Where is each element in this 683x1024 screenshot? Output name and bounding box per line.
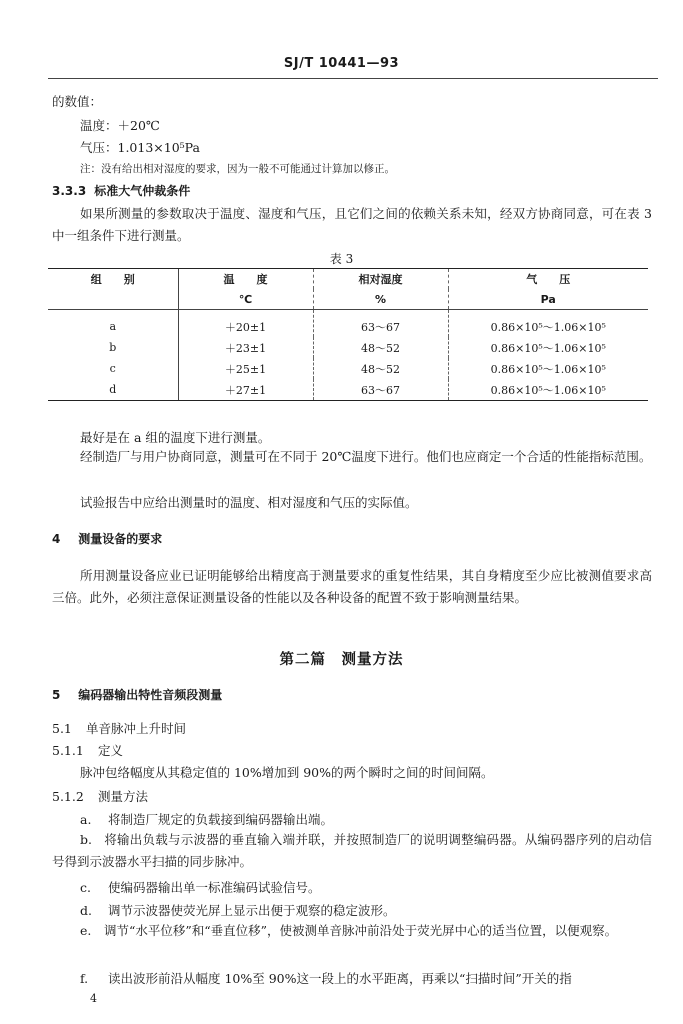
values-intro: 的数值：: [52, 94, 103, 109]
step-mark: a.: [80, 812, 92, 827]
cell-pressure: 0.86×10⁵～1.06×10⁵: [448, 358, 648, 379]
list-item: [80, 810, 333, 828]
unit-pressure: Pa: [448, 289, 648, 310]
after-table-paragraph-1: 最好是在 a 组的温度下进行测量。: [80, 430, 271, 445]
section-5-1-2-heading: [52, 787, 148, 805]
cell-temperature: ＋25±1: [178, 358, 313, 379]
step-text: 读出波形前沿从幅度 10%至 90%这一段上的水平距离，再乘以“扫描时间”开关的指: [107, 971, 572, 986]
cell-temperature: ＋20±1: [178, 310, 313, 338]
cell-group: a: [109, 320, 117, 333]
cell-humidity: 63～67: [313, 379, 448, 401]
table-row: [48, 310, 648, 338]
step-text: 将制造厂规定的负载接到编码器输出端。: [107, 812, 333, 827]
section-title: 测量设备的要求: [78, 532, 163, 546]
step-text: 使编码器输出单一标准编码试验信号。: [107, 880, 321, 895]
cell-group: b: [109, 341, 117, 354]
list-item: [52, 920, 652, 942]
section-3-3-3-heading: [52, 182, 190, 199]
cell-humidity: 48～52: [313, 337, 448, 358]
table-header-row: [48, 269, 648, 290]
note-text: 注：没有给出相对湿度的要求，因为一般不可能通过计算加以修正。: [80, 163, 395, 175]
cell-pressure: 0.86×10⁵～1.06×10⁵: [448, 310, 648, 338]
section-4-heading: [52, 530, 162, 547]
step-mark: d.: [80, 903, 92, 918]
section-3-3-3-paragraph: 如果所测量的参数取决于温度、湿度和气压，且它们之间的依赖关系未知，经双方协商同意，可在表 3 中一组条件下进行测量。: [52, 206, 652, 243]
list-item: [80, 878, 321, 896]
after-table-paragraph-3: 试验报告中应给出测量时的温度、相对湿度和气压的实际值。: [80, 495, 418, 510]
table-caption: 表 3: [329, 252, 354, 266]
cell-humidity: 63～67: [313, 310, 448, 338]
page-number: 4: [90, 992, 97, 1005]
section-title: 编码器输出特性音频段测量: [78, 688, 223, 702]
table-3: [48, 268, 648, 401]
step-text: 调节示波器使荧光屏上显示出便于观察的稳定波形。: [107, 903, 396, 918]
cell-pressure: 0.86×10⁵～1.06×10⁵: [448, 337, 648, 358]
step-mark: e.: [80, 923, 92, 938]
section-number: 5.1.2: [52, 789, 84, 804]
step-mark: b.: [80, 832, 92, 847]
cell-humidity: 48～52: [313, 358, 448, 379]
cell-temperature: ＋27±1: [178, 379, 313, 401]
section-4-paragraph: 所用测量设备应业已证明能够给出精度高于测量要求的重复性结果，其自身精度至少应比被测值要求高三倍。此外，必须注意保证测量设备的性能以及各种设备的配置不致于影响测量结果。: [52, 568, 652, 605]
section-number: 5.1: [52, 721, 72, 736]
cell-group: c: [109, 362, 116, 375]
table-row: [48, 337, 648, 358]
section-5-heading: [52, 686, 222, 703]
section-number: 5.1.1: [52, 743, 84, 758]
cell-pressure: 0.86×10⁵～1.06×10⁵: [448, 379, 648, 401]
section-5-1-1-heading: [52, 741, 123, 759]
header-pressure: 气 压: [448, 269, 648, 290]
unit-temperature: ℃: [178, 289, 313, 310]
unit-group: [48, 289, 178, 310]
step-mark: c.: [80, 880, 91, 895]
unit-humidity: %: [313, 289, 448, 310]
header-rule: [48, 78, 658, 79]
list-item: [80, 969, 572, 987]
step-text: 将输出负载与示波器的垂直输入端并联，并按照制造厂的说明调整编码器。从编码器序列的启动信号得到示波器水平扫描的同步脉冲。: [52, 832, 652, 869]
after-table-paragraph-2: 经制造厂与用户协商同意，测量可在不同于 20℃温度下进行。他们也应商定一个合适的性能指标范围。: [80, 449, 652, 464]
definition-paragraph: 脉冲包络幅度从其稳定值的 10%增加到 90%的两个瞬时之间的时间间隔。: [80, 765, 494, 780]
section-number: 5: [52, 688, 61, 702]
header-temperature: 温 度: [178, 269, 313, 290]
table-unit-row: [48, 289, 648, 310]
list-item: [80, 901, 396, 919]
step-text: 调节“水平位移”和“垂直位移”，使被测单音脉冲前沿处于荧光屏中心的适当位置，以便观察。: [104, 923, 618, 938]
table-row: [48, 358, 648, 379]
header-group: 组 别: [48, 269, 178, 290]
standard-number-header: SJ/T 10441—93: [283, 56, 400, 71]
pressure-value: 气压：1.013×10⁵Pa: [80, 140, 200, 155]
header-humidity: 相对湿度: [313, 269, 448, 290]
section-title: 测量方法: [97, 789, 148, 804]
step-mark: f.: [80, 971, 89, 986]
temperature-value: 温度：＋20℃: [80, 118, 160, 133]
section-number: 4: [52, 532, 61, 546]
list-item: [52, 829, 652, 873]
section-number: 3.3.3: [52, 184, 87, 198]
section-title: 定义: [97, 743, 123, 758]
section-5-1-heading: [52, 719, 186, 737]
section-title: 单音脉冲上升时间: [85, 721, 186, 736]
cell-temperature: ＋23±1: [178, 337, 313, 358]
table-row: [48, 379, 648, 401]
cell-group: d: [48, 379, 178, 401]
part-2-title: 第二篇 测量方法: [279, 652, 404, 668]
section-title: 标准大气仲裁条件: [94, 184, 191, 198]
